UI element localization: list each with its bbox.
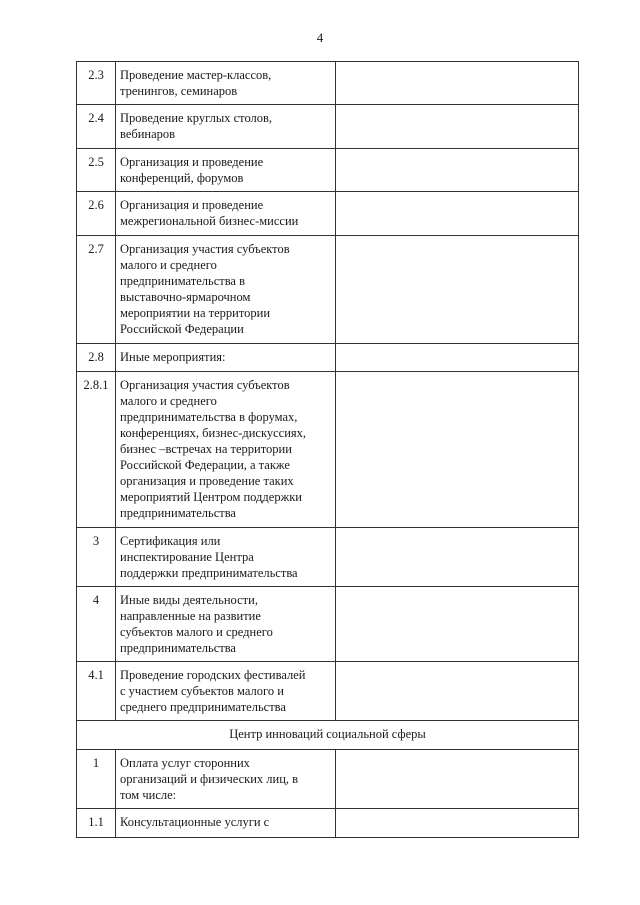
row-description: Сертификация или инспектирование Центра поддержки предпринимательства (116, 528, 336, 587)
row-value-cell (336, 236, 579, 344)
table-row (77, 528, 579, 587)
row-value-cell (336, 344, 579, 372)
table-row (77, 587, 579, 662)
row-value-cell (336, 750, 579, 809)
table-row (77, 62, 579, 105)
table-row (77, 372, 579, 528)
row-number: 2.5 (77, 149, 116, 192)
table-row (77, 344, 579, 372)
row-number: 1.1 (77, 809, 116, 838)
table-row (77, 149, 579, 192)
row-number: 1 (77, 750, 116, 809)
row-description: Организация и проведение конференций, форумов (116, 149, 336, 192)
row-number: 2.7 (77, 236, 116, 344)
row-description: Организация и проведение межрегиональной бизнес-миссии (116, 192, 336, 236)
table-row (77, 236, 579, 344)
table-row (77, 105, 579, 149)
row-description: Иные виды деятельности, направленные на развитие субъектов малого и среднего предпринимательства (116, 587, 336, 662)
row-number: 2.3 (77, 62, 116, 105)
row-description: Консультационные услуги с (116, 809, 336, 838)
row-description: Проведение круглых столов, вебинаров (116, 105, 336, 149)
row-value-cell (336, 662, 579, 721)
expense-table (76, 61, 579, 838)
row-number: 2.8 (77, 344, 116, 372)
row-value-cell (336, 62, 579, 105)
section-row (77, 721, 579, 750)
row-value-cell (336, 105, 579, 149)
row-number: 2.4 (77, 105, 116, 149)
row-number: 4 (77, 587, 116, 662)
row-description: Оплата услуг сторонних организаций и физических лиц, в том числе: (116, 750, 336, 809)
row-value-cell (336, 809, 579, 838)
row-number: 3 (77, 528, 116, 587)
row-description: Проведение городских фестивалей с участием субъектов малого и среднего предпринимательства (116, 662, 336, 721)
section-title: Центр инноваций социальной сферы (77, 721, 579, 750)
row-number: 4.1 (77, 662, 116, 721)
table-row (77, 662, 579, 721)
page-number: 4 (316, 30, 324, 45)
row-description: Организация участия субъектов малого и среднего предпринимательства в выставочно-ярмарочном мероприятии на территории Российской Федерации (116, 236, 336, 344)
row-description: Проведение мастер-классов, тренингов, семинаров (116, 62, 336, 105)
table-row (77, 192, 579, 236)
table-row (77, 809, 579, 838)
row-description: Иные мероприятия: (116, 344, 336, 372)
row-value-cell (336, 528, 579, 587)
row-description: Организация участия субъектов малого и среднего предпринимательства в форумах, конференциях, бизнес-дискуссиях, бизнес –встречах на территории Российской Федерации, а также организация и проведение таких мероприятий Центром поддержки предпринимательства (116, 372, 336, 528)
row-value-cell (336, 149, 579, 192)
row-value-cell (336, 372, 579, 528)
row-value-cell (336, 587, 579, 662)
table-row (77, 750, 579, 809)
row-value-cell (336, 192, 579, 236)
row-number: 2.6 (77, 192, 116, 236)
row-number: 2.8.1 (77, 372, 116, 528)
